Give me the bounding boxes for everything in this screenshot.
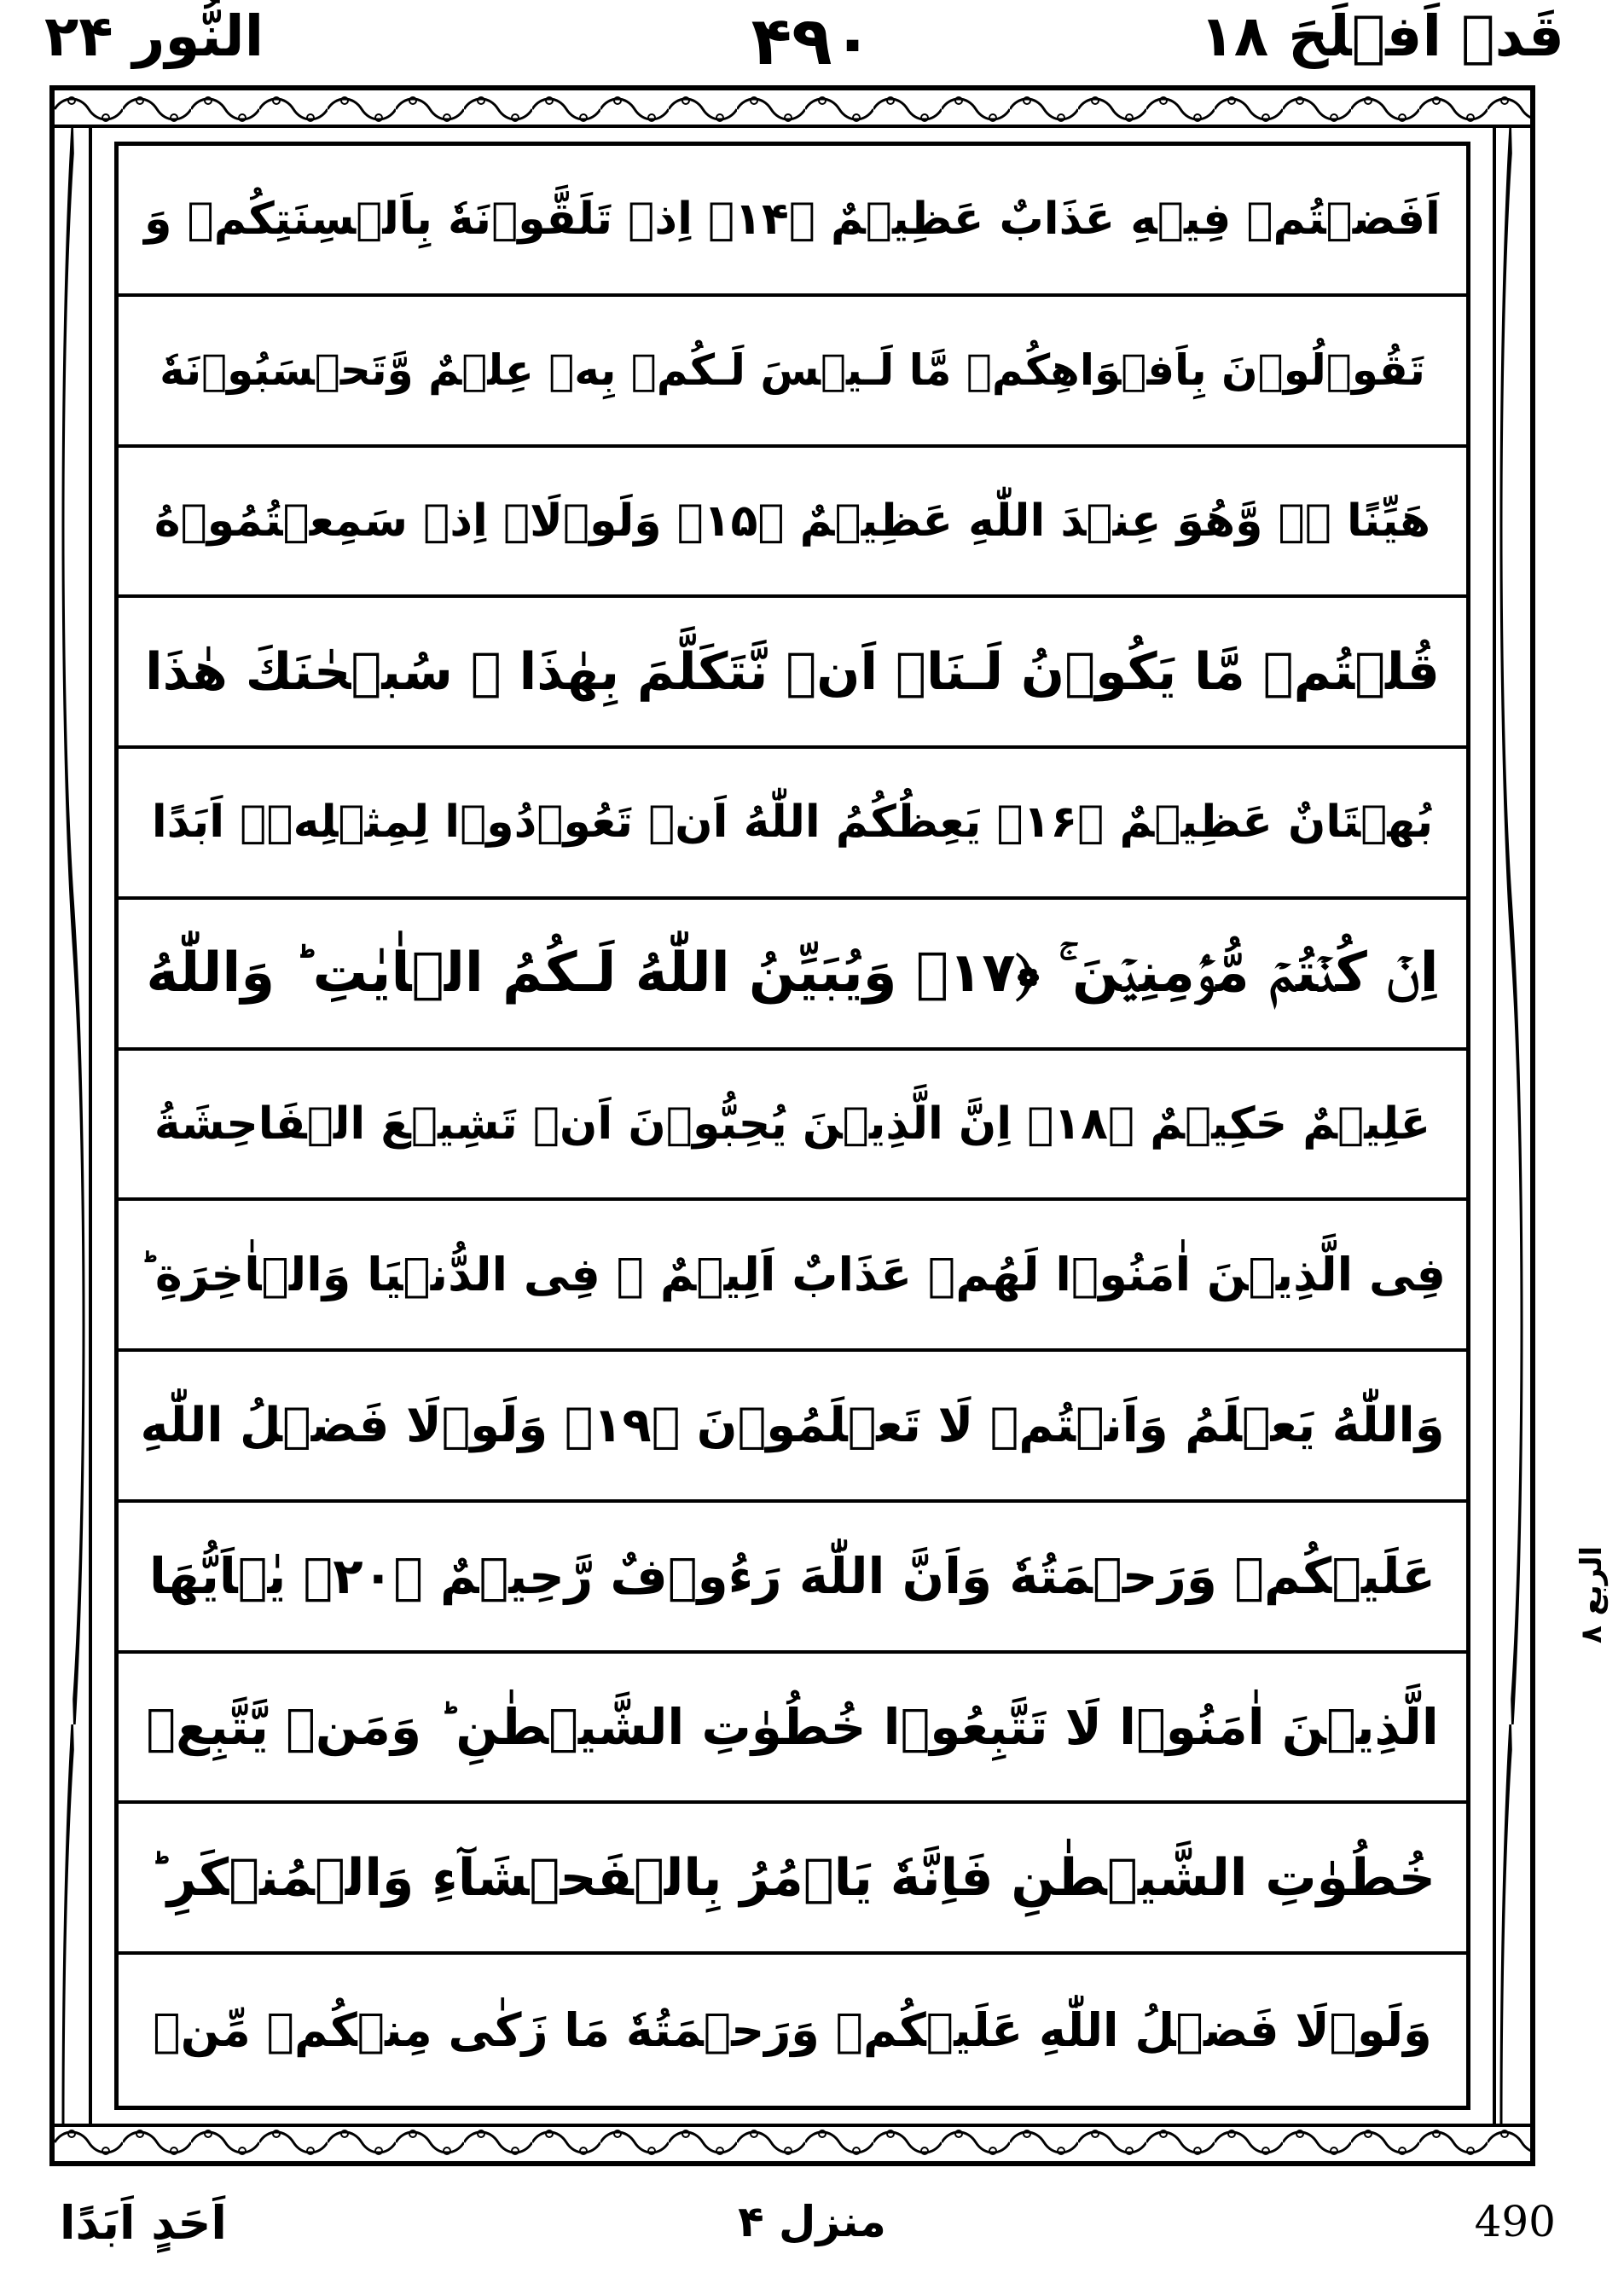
left-ornament <box>55 128 92 2124</box>
text-line: فِى الَّذِيۡنَ اٰمَنُوۡا لَهُمۡ عَذَابٌ اَلِيۡمٌ ۙ فِى الدُّنۡيَا وَالۡاٰخِرَةِ ؕ <box>119 1201 1466 1352</box>
bottom-ornament <box>55 2124 1530 2161</box>
verse-text-box <box>114 142 1470 2110</box>
text-line: اَفَضۡتُمۡ فِيۡهِ عَذَابٌ عَظِيۡمٌ ﴿۱۴﴾ اِذۡ تَلَقَّوۡنَهٗ بِاَلۡسِنَتِكُمۡ وَ <box>119 146 1466 297</box>
para-label: قَدۡ اَفۡلَحَ ۱۸ <box>1199 3 1564 69</box>
text-line: الَّذِيۡنَ اٰمَنُوۡا لَا تَتَّبِعُوۡا خُطُوٰتِ الشَّيۡطٰنِ ؕ وَمَنۡ يَّتَّبِعۡ <box>119 1654 1466 1805</box>
text-line: وَلَوۡلَا فَضۡلُ اللّٰهِ عَلَيۡكُمۡ وَرَحۡمَتُهٗ مَا زَكٰى مِنۡكُمۡ مِّنۡ <box>153 2003 1432 2058</box>
text-line: قُلۡتُمۡ مَّا يَكُوۡنُ لَـنَاۤ اَنۡ نَّتَكَلَّمَ بِهٰذَا ۖ سُبۡحٰنَكَ هٰذَا <box>119 598 1466 749</box>
right-ornament <box>1493 128 1530 2124</box>
surah-label: النُّور ۲۴ <box>44 3 264 69</box>
text-line: عَلِيۡمٌ حَكِيۡمٌ ﴿۱۸﴾ اِنَّ الَّذِيۡنَ يُحِبُّوۡنَ اَنۡ تَشِيۡعَ الۡفَاحِشَةُ <box>119 1051 1466 1202</box>
text-line: عَلَيۡكُمۡ وَرَحۡمَتُهٗ وَاَنَّ اللّٰهَ رَءُوۡفٌ رَّحِيۡمٌ ﴿۲۰﴾ يٰۤاَيُّهَا <box>119 1503 1466 1654</box>
text-line: تَقُوۡلُوۡنَ بِاَفۡوَاهِكُمۡ مَّا لَـيۡسَ لَـكُمۡ بِهٖ عِلۡمٌ وَّتَحۡسَبُوۡنَهٗ <box>119 297 1466 448</box>
ruku-marker: الربع ۸ <box>1575 1545 1609 1644</box>
page-footer <box>0 2183 1624 2286</box>
page-number: 490 <box>1474 2197 1556 2246</box>
page-header <box>0 0 1624 85</box>
ornamental-frame <box>49 85 1535 2166</box>
page-number-urdu: ۴۹۰ <box>751 3 873 80</box>
text-line: بُهۡتَانٌ عَظِيۡمٌ ﴿۱۶﴾ يَعِظُكُمُ اللّٰهُ اَنۡ تَعُوۡدُوۡا لِمِثۡلِهٖۤ اَبَدًا <box>119 749 1466 900</box>
text-line: خُطُوٰتِ الشَّيۡطٰنِ فَاِنَّهٗ يَاۡمُرُ بِالۡفَحۡشَآءِ وَالۡمُنۡكَرِ ؕ <box>119 1804 1466 1955</box>
text-line: اِنۡ كُنۡتُمۡ مُّؤۡمِنِيۡنَ ۚ ﴿۱۷﴾ وَيُبَيِّنُ اللّٰهُ لَـكُمُ الۡاٰيٰتِ ؕ وَاللّٰهُ <box>119 900 1466 1051</box>
text-line: هَيِّنًا ۖۗ وَّهُوَ عِنۡدَ اللّٰهِ عَظِيۡمٌ ﴿۱۵﴾ وَلَوۡلَاۤ اِذۡ سَمِعۡتُمُوۡهُ <box>119 448 1466 599</box>
catchword: اَحَدٍ اَبَدًا <box>60 2196 227 2250</box>
manzil-label: منزل ۴ <box>738 2197 886 2246</box>
text-line: وَاللّٰهُ يَعۡلَمُ وَاَنۡتُمۡ لَا تَعۡلَمُوۡنَ ﴿۱۹﴾ وَلَوۡلَا فَضۡلُ اللّٰهِ <box>119 1352 1466 1503</box>
top-ornament <box>55 90 1530 128</box>
